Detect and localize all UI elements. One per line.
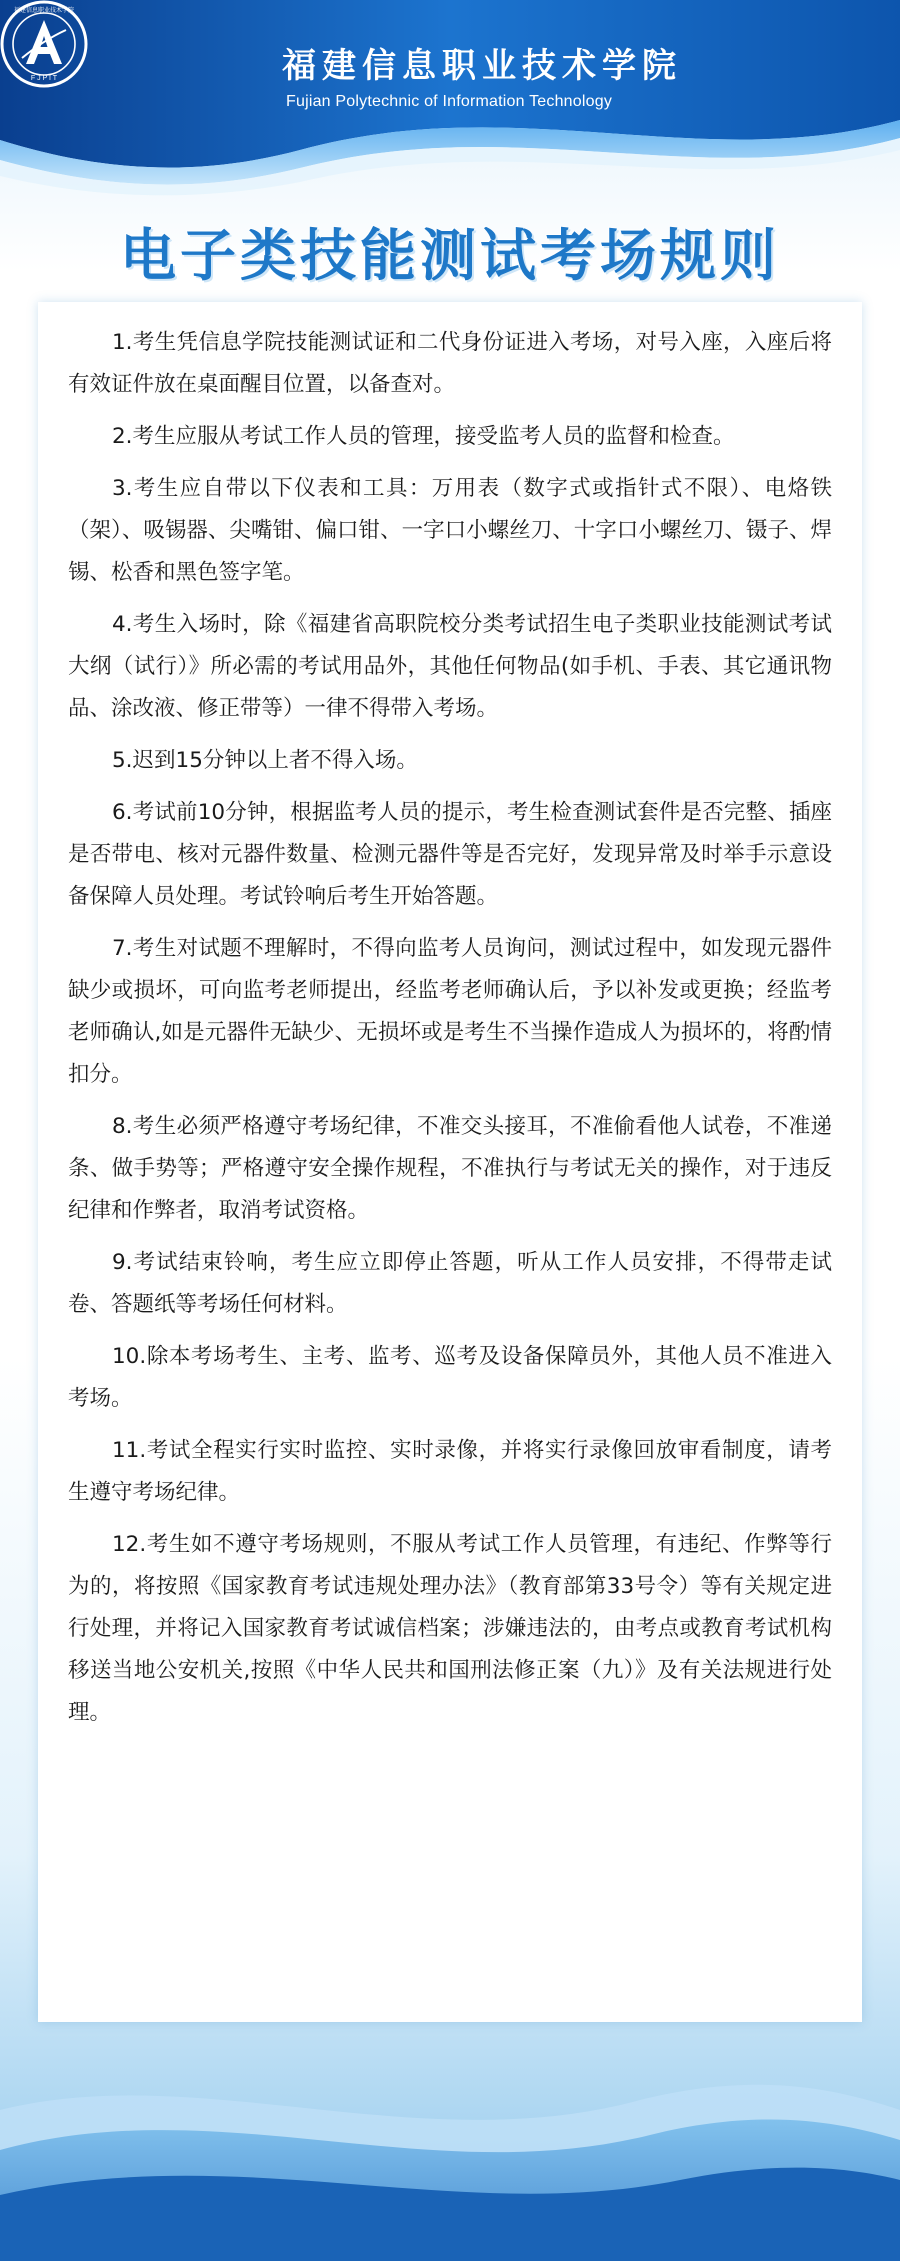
- footer-wave-graphic: [0, 2020, 900, 2261]
- rule-item: 11.考试全程实行实时监控、实时录像，并将实行录像回放审看制度，请考生遵守考场纪律。: [68, 1438, 832, 1505]
- rule-item: 1.考生凭信息学院技能测试证和二代身份证进入考场，对号入座，入座后将有效证件放在桌面醒目位置，以备查对。: [68, 330, 832, 397]
- rule-item: 12.考生如不遵守考场规则，不服从考试工作人员管理，有违纪、作弊等行为的，将按照《国家教育考试违规处理办法》（教育部第33号令）等有关规定进行处理，并将记入国家教育考试诚信档案；涉嫌违法的，由考点或教育考试机构移送当地公安机关,按照《中华人民共和国刑法修正案（九）》及有关法规进行处理。: [68, 1532, 832, 1725]
- rule-item: 8.考生必须严格遵守考场纪律，不准交头接耳，不准偷看他人试卷，不准递条、做手势等；严格遵守安全操作规程，不准执行与考试无关的操作，对于违反纪律和作弊者，取消考试资格。: [68, 1114, 832, 1223]
- page-title: 电子类技能测试考场规则: [120, 224, 780, 289]
- header-banner: [0, 0, 900, 200]
- rule-item: 10.除本考场考生、主考、监考、巡考及设备保障员外，其他人员不准进入考场。: [68, 1344, 832, 1411]
- rule-item: 7.考生对试题不理解时，不得向监考人员询问，测试过程中，如发现元器件缺少或损坏，可向监考老师提出，经监考老师确认后，予以补发或更换；经监考老师确认,如是元器件无缺少、无损坏或是考生不当操作造成人为损坏的，将酌情扣分。: [68, 936, 832, 1087]
- school-name-cn: 福建信息职业技术学院: [282, 46, 682, 86]
- school-name-en: Fujian Polytechnic of Information Technology: [286, 93, 613, 110]
- logo-ring-text: 福建信息职业技术学院: [13, 7, 75, 14]
- logo-abbrev: F J P I T: [30, 75, 58, 82]
- rule-item: 5.迟到15分钟以上者不得入场。: [112, 748, 418, 773]
- rule-item: 2.考生应服从考试工作人员的管理，接受监考人员的监督和检查。: [112, 424, 735, 449]
- school-emblem-icon: [0, 0, 88, 88]
- rule-item: 3.考生应自带以下仪表和工具：万用表（数字式或指针式不限）、电烙铁（架）、吸锡器、尖嘴钳、偏口钳、一字口小螺丝刀、十字口小螺丝刀、镊子、焊锡、松香和黑色签字笔。: [68, 476, 832, 585]
- footer-waves: [0, 2020, 900, 2261]
- rule-item: 4.考生入场时，除《福建省高职院校分类考试招生电子类职业技能测试考试大纲（试行）》所必需的考试用品外，其他任何物品(如手机、手表、其它通讯物品、涂改液、修正带等）一律不得带入考场。: [68, 612, 832, 721]
- rule-item: 6.考试前10分钟，根据监考人员的提示，考生检查测试套件是否完整、插座是否带电、核对元器件数量、检测元器件等是否完好，发现异常及时举手示意设备保障人员处理。考试铃响后考生开始答题。: [68, 800, 832, 909]
- rules-list: [38, 322, 862, 1744]
- rule-item: 9.考试结束铃响，考生应立即停止答题，听从工作人员安排，不得带走试卷、答题纸等考场任何材料。: [68, 1250, 832, 1317]
